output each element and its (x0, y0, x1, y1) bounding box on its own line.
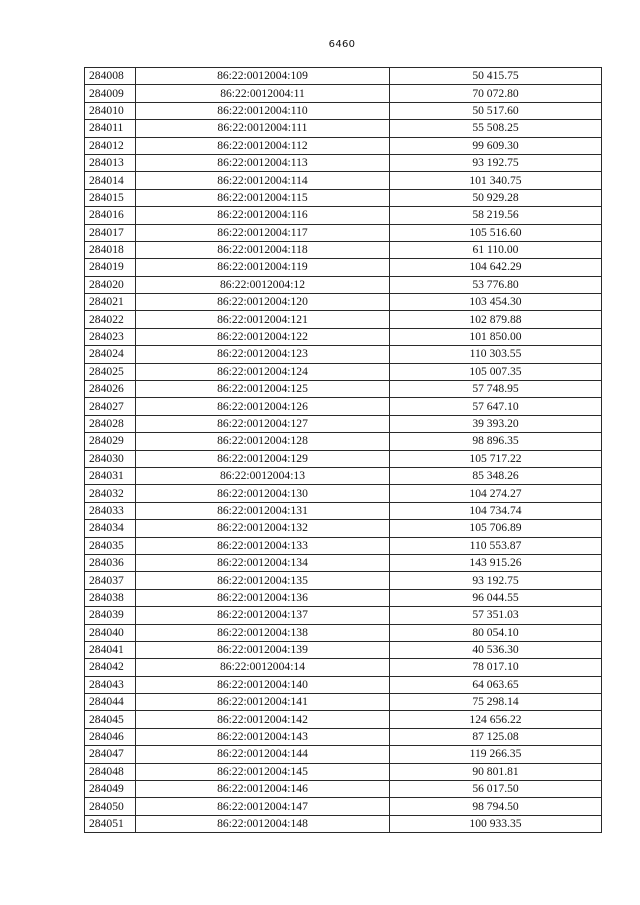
table-row (85, 189, 602, 206)
cadastral-value-cell: 61 110.00 (390, 241, 602, 258)
cadastral-number-cell: 86:22:0012004:110 (136, 102, 390, 119)
table-row (85, 676, 602, 693)
row-number-cell: 284046 (85, 728, 136, 745)
row-number-cell: 284043 (85, 676, 136, 693)
row-number-cell: 284031 (85, 467, 136, 484)
table-row (85, 415, 602, 432)
cadastral-number-cell: 86:22:0012004:118 (136, 241, 390, 258)
cadastral-number-cell: 86:22:0012004:113 (136, 154, 390, 171)
cadastral-value-cell: 80 054.10 (390, 624, 602, 641)
row-number-cell: 284008 (85, 68, 136, 85)
row-number-cell: 284034 (85, 520, 136, 537)
cadastral-number-cell: 86:22:0012004:120 (136, 294, 390, 311)
cadastral-value-cell: 143 915.26 (390, 554, 602, 571)
cadastral-value-cell: 105 706.89 (390, 520, 602, 537)
row-number-cell: 284013 (85, 154, 136, 171)
row-number-cell: 284030 (85, 450, 136, 467)
table-row (85, 502, 602, 519)
row-number-cell: 284040 (85, 624, 136, 641)
cadastral-value-table (84, 67, 602, 833)
cadastral-number-cell: 86:22:0012004:111 (136, 120, 390, 137)
cadastral-number-cell: 86:22:0012004:145 (136, 763, 390, 780)
cadastral-value-cell: 105 717.22 (390, 450, 602, 467)
table-row (85, 537, 602, 554)
row-number-cell: 284010 (85, 102, 136, 119)
cadastral-value-cell: 98 896.35 (390, 433, 602, 450)
row-number-cell: 284032 (85, 485, 136, 502)
table-row (85, 815, 602, 832)
table-row (85, 624, 602, 641)
table-row (85, 798, 602, 815)
table-row (85, 381, 602, 398)
cadastral-number-cell: 86:22:0012004:148 (136, 815, 390, 832)
row-number-cell: 284017 (85, 224, 136, 241)
cadastral-number-cell: 86:22:0012004:109 (136, 68, 390, 85)
cadastral-number-cell: 86:22:0012004:135 (136, 572, 390, 589)
cadastral-number-cell: 86:22:0012004:134 (136, 554, 390, 571)
row-number-cell: 284042 (85, 659, 136, 676)
cadastral-value-cell: 57 351.03 (390, 607, 602, 624)
table-row (85, 241, 602, 258)
cadastral-value-cell: 98 794.50 (390, 798, 602, 815)
table-row (85, 607, 602, 624)
table-row (85, 328, 602, 345)
cadastral-number-cell: 86:22:0012004:141 (136, 694, 390, 711)
row-number-cell: 284019 (85, 259, 136, 276)
row-number-cell: 284025 (85, 363, 136, 380)
cadastral-value-cell: 85 348.26 (390, 467, 602, 484)
cadastral-value-cell: 104 274.27 (390, 485, 602, 502)
cadastral-value-cell: 105 516.60 (390, 224, 602, 241)
cadastral-number-cell: 86:22:0012004:130 (136, 485, 390, 502)
cadastral-value-cell: 40 536.30 (390, 641, 602, 658)
cadastral-number-cell: 86:22:0012004:123 (136, 346, 390, 363)
table-row (85, 433, 602, 450)
row-number-cell: 284050 (85, 798, 136, 815)
table-row (85, 102, 602, 119)
row-number-cell: 284020 (85, 276, 136, 293)
cadastral-number-cell: 86:22:0012004:140 (136, 676, 390, 693)
cadastral-number-cell: 86:22:0012004:11 (136, 85, 390, 102)
cadastral-value-cell: 105 007.35 (390, 363, 602, 380)
cadastral-value-cell: 78 017.10 (390, 659, 602, 676)
cadastral-number-cell: 86:22:0012004:115 (136, 189, 390, 206)
row-number-cell: 284027 (85, 398, 136, 415)
cadastral-number-cell: 86:22:0012004:122 (136, 328, 390, 345)
row-number-cell: 284028 (85, 415, 136, 432)
cadastral-number-cell: 86:22:0012004:117 (136, 224, 390, 241)
table-row (85, 154, 602, 171)
cadastral-value-cell: 110 303.55 (390, 346, 602, 363)
row-number-cell: 284047 (85, 746, 136, 763)
cadastral-value-cell: 58 219.56 (390, 207, 602, 224)
table-row (85, 659, 602, 676)
table-row (85, 207, 602, 224)
table-row (85, 276, 602, 293)
row-number-cell: 284015 (85, 189, 136, 206)
table-row (85, 694, 602, 711)
row-number-cell: 284033 (85, 502, 136, 519)
cadastral-value-cell: 96 044.55 (390, 589, 602, 606)
table-row (85, 259, 602, 276)
cadastral-value-cell: 99 609.30 (390, 137, 602, 154)
table-row (85, 485, 602, 502)
cadastral-number-cell: 86:22:0012004:124 (136, 363, 390, 380)
cadastral-value-cell: 124 656.22 (390, 711, 602, 728)
row-number-cell: 284026 (85, 381, 136, 398)
table-row (85, 85, 602, 102)
cadastral-number-cell: 86:22:0012004:138 (136, 624, 390, 641)
row-number-cell: 284038 (85, 589, 136, 606)
cadastral-value-cell: 119 266.35 (390, 746, 602, 763)
table-row (85, 450, 602, 467)
table-row (85, 641, 602, 658)
table-row (85, 711, 602, 728)
cadastral-number-cell: 86:22:0012004:127 (136, 415, 390, 432)
table-row (85, 346, 602, 363)
cadastral-value-cell: 100 933.35 (390, 815, 602, 832)
cadastral-value-cell: 57 748.95 (390, 381, 602, 398)
cadastral-value-cell: 50 415.75 (390, 68, 602, 85)
table-row (85, 554, 602, 571)
row-number-cell: 284044 (85, 694, 136, 711)
cadastral-value-cell: 64 063.65 (390, 676, 602, 693)
cadastral-number-cell: 86:22:0012004:131 (136, 502, 390, 519)
cadastral-value-cell: 53 776.80 (390, 276, 602, 293)
cadastral-number-cell: 86:22:0012004:144 (136, 746, 390, 763)
row-number-cell: 284024 (85, 346, 136, 363)
cadastral-number-cell: 86:22:0012004:146 (136, 781, 390, 798)
cadastral-value-cell: 50 517.60 (390, 102, 602, 119)
table-row (85, 311, 602, 328)
table-row (85, 137, 602, 154)
row-number-cell: 284009 (85, 85, 136, 102)
cadastral-number-cell: 86:22:0012004:132 (136, 520, 390, 537)
row-number-cell: 284051 (85, 815, 136, 832)
table-row (85, 728, 602, 745)
cadastral-value-cell: 93 192.75 (390, 154, 602, 171)
cadastral-number-cell: 86:22:0012004:13 (136, 467, 390, 484)
row-number-cell: 284045 (85, 711, 136, 728)
cadastral-value-cell: 104 734.74 (390, 502, 602, 519)
table-row (85, 589, 602, 606)
table-row (85, 224, 602, 241)
table-row (85, 294, 602, 311)
table-row (85, 520, 602, 537)
row-number-cell: 284016 (85, 207, 136, 224)
cadastral-value-cell: 93 192.75 (390, 572, 602, 589)
table-row (85, 68, 602, 85)
cadastral-number-cell: 86:22:0012004:119 (136, 259, 390, 276)
cadastral-value-cell: 75 298.14 (390, 694, 602, 711)
cadastral-number-cell: 86:22:0012004:14 (136, 659, 390, 676)
cadastral-value-cell: 55 508.25 (390, 120, 602, 137)
row-number-cell: 284018 (85, 241, 136, 258)
row-number-cell: 284023 (85, 328, 136, 345)
cadastral-value-cell: 39 393.20 (390, 415, 602, 432)
cadastral-number-cell: 86:22:0012004:112 (136, 137, 390, 154)
cadastral-value-cell: 104 642.29 (390, 259, 602, 276)
cadastral-value-cell: 101 850.00 (390, 328, 602, 345)
cadastral-value-cell: 56 017.50 (390, 781, 602, 798)
cadastral-number-cell: 86:22:0012004:126 (136, 398, 390, 415)
cadastral-number-cell: 86:22:0012004:142 (136, 711, 390, 728)
cadastral-value-cell: 110 553.87 (390, 537, 602, 554)
cadastral-value-cell: 101 340.75 (390, 172, 602, 189)
row-number-cell: 284029 (85, 433, 136, 450)
row-number-cell: 284022 (85, 311, 136, 328)
cadastral-number-cell: 86:22:0012004:12 (136, 276, 390, 293)
table-row (85, 781, 602, 798)
cadastral-number-cell: 86:22:0012004:128 (136, 433, 390, 450)
row-number-cell: 284012 (85, 137, 136, 154)
table-row (85, 467, 602, 484)
cadastral-number-cell: 86:22:0012004:121 (136, 311, 390, 328)
table-row (85, 363, 602, 380)
cadastral-number-cell: 86:22:0012004:133 (136, 537, 390, 554)
cadastral-number-cell: 86:22:0012004:139 (136, 641, 390, 658)
cadastral-value-cell: 102 879.88 (390, 311, 602, 328)
table-row (85, 172, 602, 189)
cadastral-number-cell: 86:22:0012004:125 (136, 381, 390, 398)
table-row (85, 572, 602, 589)
cadastral-number-cell: 86:22:0012004:137 (136, 607, 390, 624)
row-number-cell: 284011 (85, 120, 136, 137)
row-number-cell: 284014 (85, 172, 136, 189)
table-row (85, 398, 602, 415)
row-number-cell: 284041 (85, 641, 136, 658)
cadastral-number-cell: 86:22:0012004:129 (136, 450, 390, 467)
cadastral-value-cell: 57 647.10 (390, 398, 602, 415)
cadastral-value-cell: 50 929.28 (390, 189, 602, 206)
table-row (85, 746, 602, 763)
cadastral-value-cell: 87 125.08 (390, 728, 602, 745)
cadastral-number-cell: 86:22:0012004:143 (136, 728, 390, 745)
row-number-cell: 284039 (85, 607, 136, 624)
cadastral-value-cell: 90 801.81 (390, 763, 602, 780)
row-number-cell: 284035 (85, 537, 136, 554)
cadastral-value-cell: 70 072.80 (390, 85, 602, 102)
page-number: 6460 (328, 39, 356, 50)
table-body (85, 68, 602, 833)
row-number-cell: 284049 (85, 781, 136, 798)
row-number-cell: 284021 (85, 294, 136, 311)
cadastral-number-cell: 86:22:0012004:116 (136, 207, 390, 224)
cadastral-number-cell: 86:22:0012004:136 (136, 589, 390, 606)
cadastral-number-cell: 86:22:0012004:114 (136, 172, 390, 189)
cadastral-number-cell: 86:22:0012004:147 (136, 798, 390, 815)
table-row (85, 120, 602, 137)
row-number-cell: 284048 (85, 763, 136, 780)
row-number-cell: 284036 (85, 554, 136, 571)
row-number-cell: 284037 (85, 572, 136, 589)
table-row (85, 763, 602, 780)
cadastral-value-cell: 103 454.30 (390, 294, 602, 311)
